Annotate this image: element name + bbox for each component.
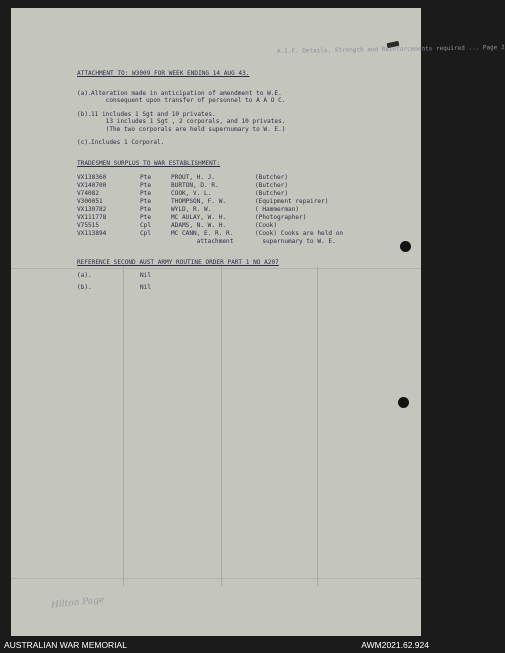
rank: Pte: [140, 198, 152, 205]
rank: Cpl: [140, 222, 152, 229]
note-b-key: (b).: [77, 111, 92, 118]
reference-b-key: (b).: [77, 284, 92, 291]
trade: (Cook) Cooks are held on: [255, 230, 344, 237]
trade: (Equipment repairer): [255, 198, 329, 205]
trade: supernumary to W. E.: [255, 238, 336, 245]
tradesmen-title: TRADESMEN SURPLUS TO WAR ESTABLISHMENT:: [77, 160, 221, 167]
attachment-title: ATTACHMENT TO: W3009 FOR WEEK ENDING 14 AUG 43.: [77, 70, 250, 77]
soldier-name: WYLD, R. W.: [171, 206, 212, 213]
form-column-rule: [317, 266, 318, 586]
soldier-name: attachment: [171, 238, 234, 245]
note-c-text: Includes 1 Corporal.: [91, 139, 165, 146]
service-number: V75515: [77, 222, 100, 229]
soldier-name: ADAMS, N. W. H.: [171, 222, 227, 229]
service-number: VX140700: [77, 182, 107, 189]
soldier-name: MC CANN, E. R. R.: [171, 230, 234, 237]
trade: (Butcher): [255, 174, 289, 181]
punch-hole: [398, 397, 409, 408]
trade: (Butcher): [255, 190, 289, 197]
soldier-name: BURTON, D. R.: [171, 182, 219, 189]
soldier-name: THOMPSON, F. W.: [171, 198, 227, 205]
rank: Pte: [140, 190, 152, 197]
footer-institution: AUSTRALIAN WAR MEMORIAL: [4, 640, 127, 650]
service-number: VX138360: [77, 174, 107, 181]
service-number: VX111778: [77, 214, 107, 221]
service-number: VX130782: [77, 206, 107, 213]
soldier-name: PROUT, H. J.: [171, 174, 216, 181]
note-a-text: Alteration made in anticipation of amendment to W.E. consequent upon transfer of personnel to A A O C.: [91, 90, 286, 105]
rank: Pte: [140, 182, 152, 189]
trade: (Photographer): [255, 214, 307, 221]
form-column-rule: [123, 266, 124, 586]
reference-a-key: (a).: [77, 272, 92, 279]
reference-title: REFERENCE SECOND AUST ARMY ROUTINE ORDER PART 1 NO A207: [77, 259, 279, 266]
reference-b-value: Nil: [140, 284, 152, 291]
form-row-rule: [11, 578, 421, 579]
document-page: [11, 8, 505, 636]
soldier-name: COOK, V. L.: [171, 190, 212, 197]
footer-accession-number: AWM2021.62.924: [361, 640, 429, 650]
soldier-name: MC AULAY, W. H.: [171, 214, 227, 221]
reference-a-value: Nil: [140, 272, 152, 279]
faint-signature: Hilton Page: [50, 595, 105, 611]
service-number: VX113894: [77, 230, 107, 237]
form-row-rule: [11, 268, 421, 269]
trade: (Cook): [255, 222, 278, 229]
trade: (Butcher): [255, 182, 289, 189]
faint-form-heading: A.I.F. Details, Strength and Reinforcements required ... Page 2: [276, 44, 505, 55]
rank: Pte: [140, 214, 152, 221]
form-column-rule: [221, 266, 222, 586]
punch-hole: [400, 241, 411, 252]
rank: Cpl: [140, 230, 152, 237]
service-number: V300051: [77, 198, 103, 205]
service-number: V74082: [77, 190, 100, 197]
note-a-key: (a).: [77, 90, 92, 97]
rank: Pte: [140, 174, 152, 181]
note-b-text: 11 includes 1 Sgt and 10 privates. 13 includes 1 Sgt , 2 corporals, and 10 privates. (The two corporals are held supernumary to W. E.): [91, 111, 286, 133]
note-c-key: (c).: [77, 139, 92, 146]
trade: ( Hammerman): [255, 206, 300, 213]
rank: Pte: [140, 206, 152, 213]
